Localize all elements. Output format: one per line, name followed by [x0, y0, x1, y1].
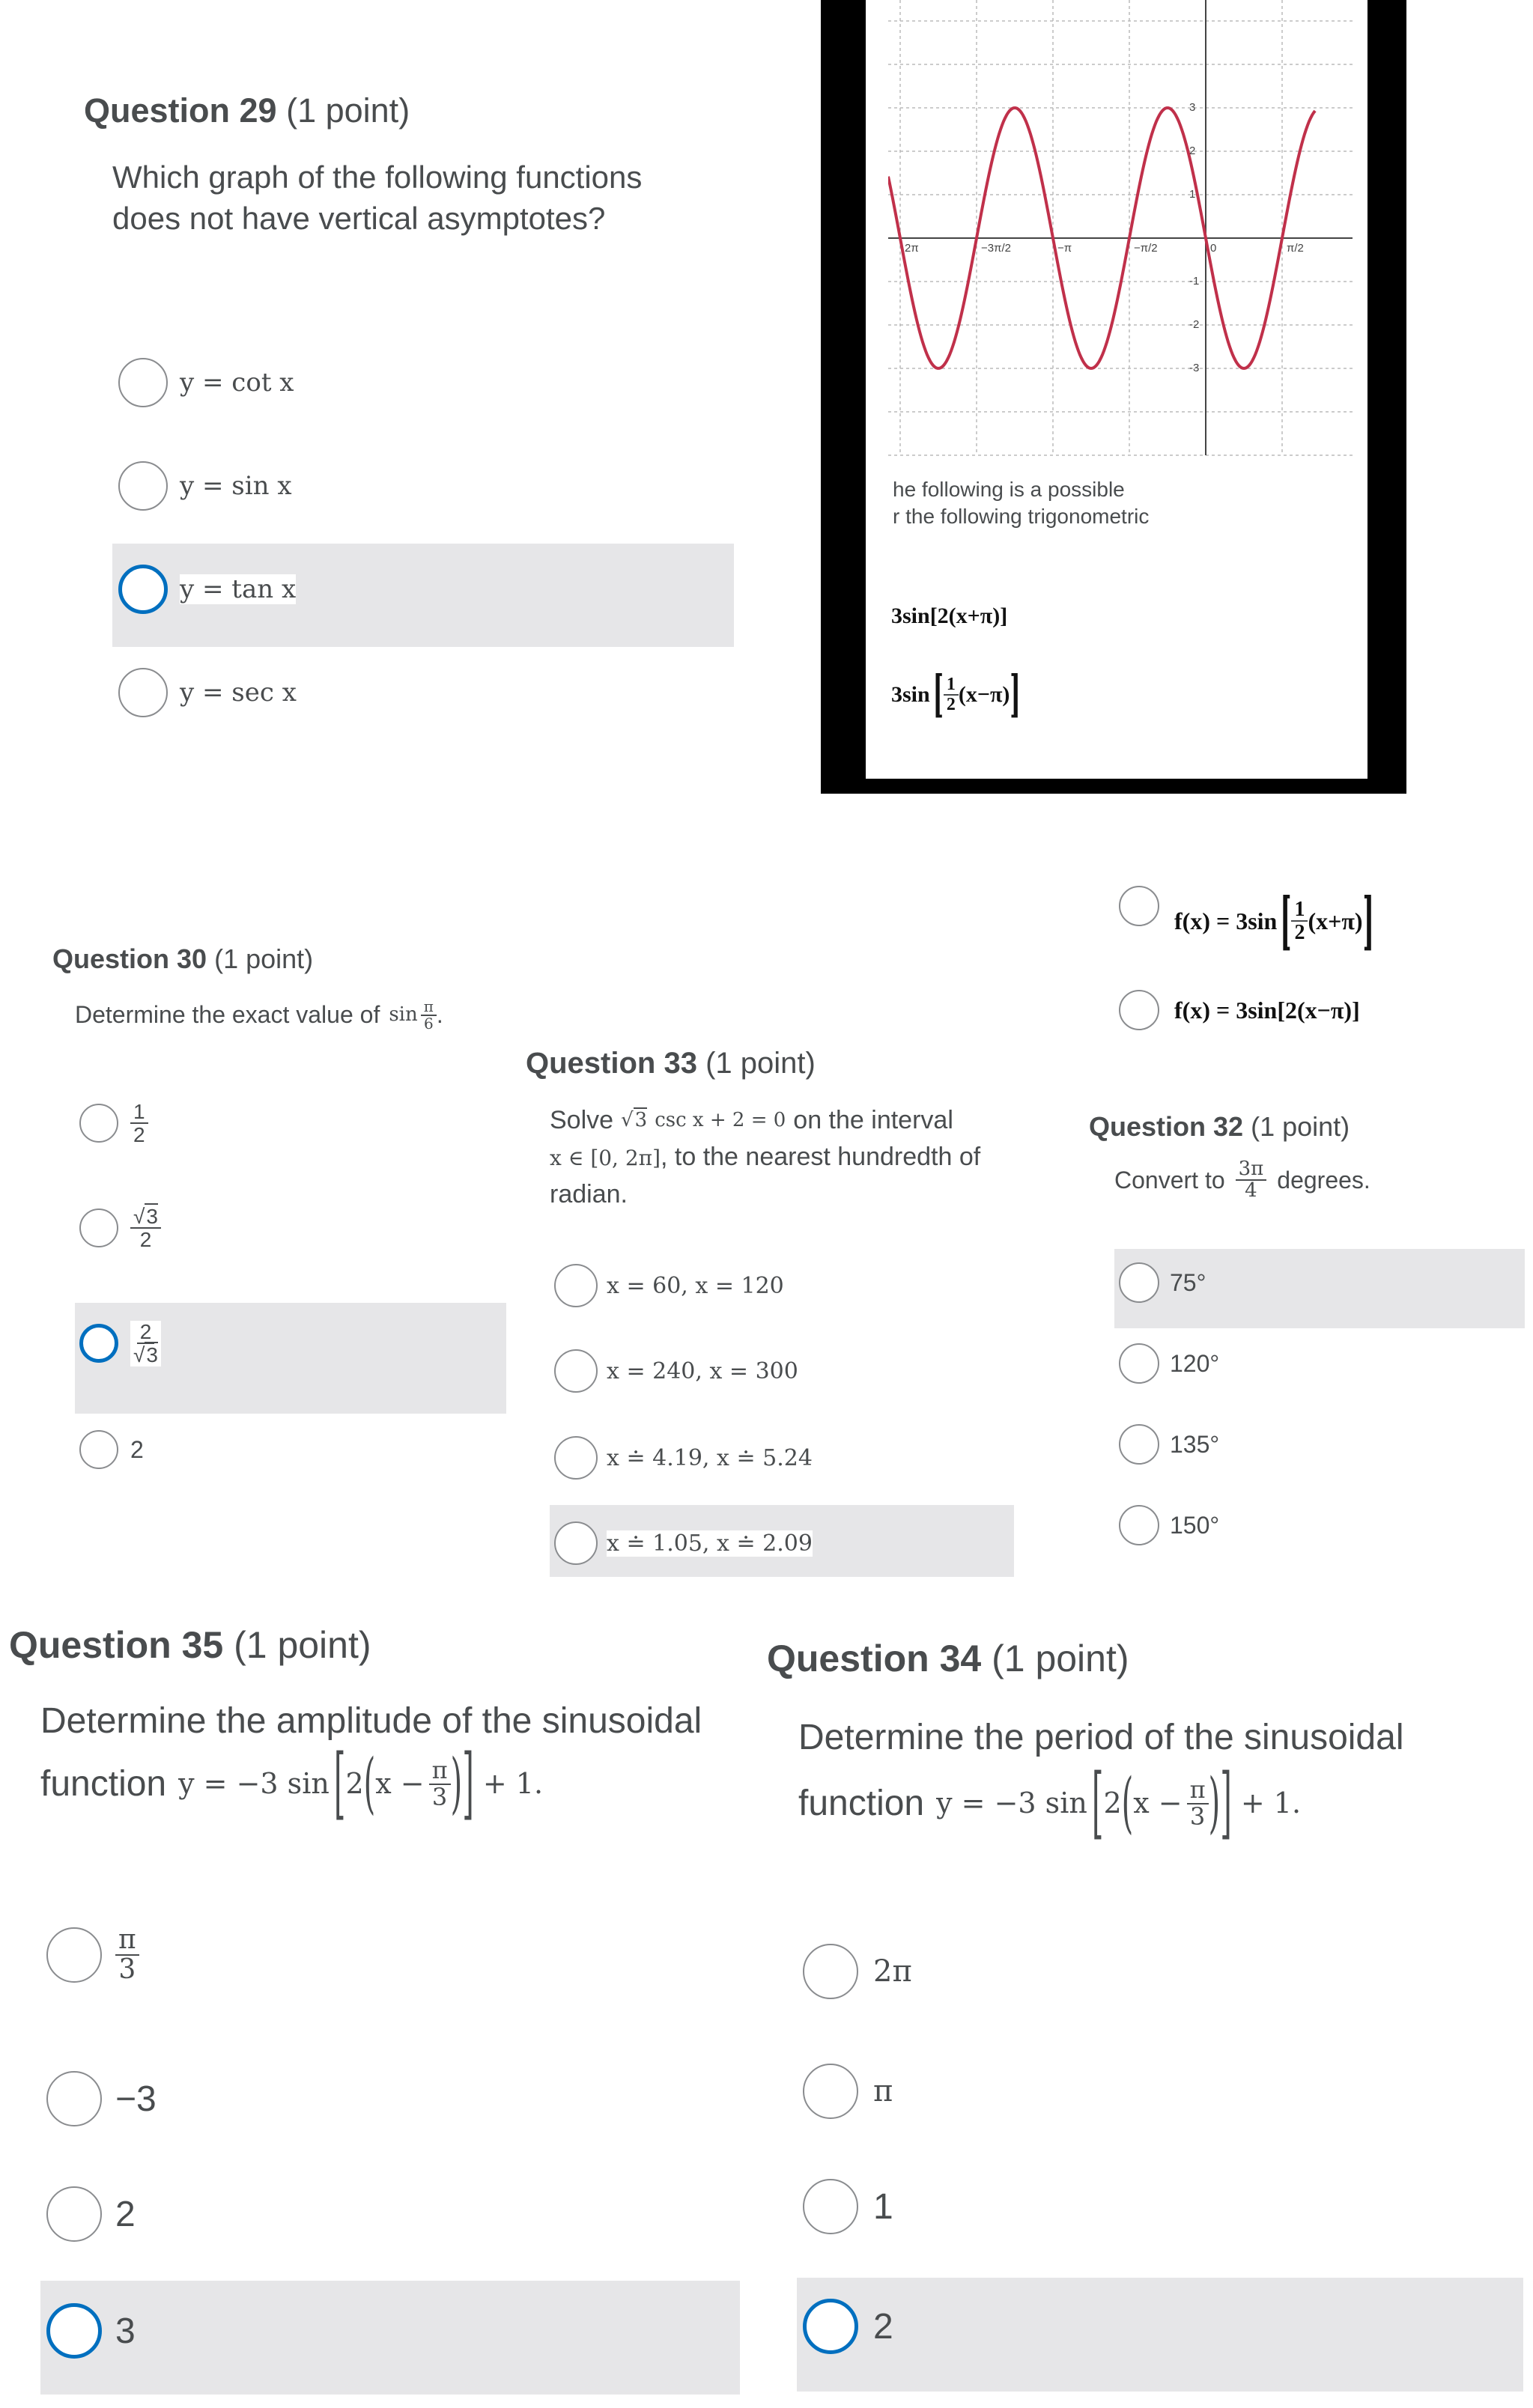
q30-option-1[interactable]: $\frac{1}{2}$	[79, 1101, 148, 1146]
radio-button[interactable]	[803, 2179, 858, 2234]
q33-option-4[interactable]: x ≐ 1.05, x ≐ 2.09	[554, 1521, 813, 1565]
q33-option-2[interactable]: x = 240, x = 300	[554, 1349, 798, 1393]
q34-option-4[interactable]: 2	[803, 2299, 893, 2354]
radio-button[interactable]	[1119, 886, 1159, 926]
q30-option-2[interactable]: $\frac{√3}{2}$	[79, 1205, 161, 1251]
x-tick-label: 2π	[905, 242, 919, 255]
x-tick-label: −3π/2	[981, 242, 1011, 255]
q31-option-4[interactable]: f(x) = 3sin[2(x−π)]	[1119, 990, 1360, 1030]
graph-card-option-a: 3sin[2(x+π)]	[891, 603, 1008, 628]
radio-button[interactable]	[554, 1521, 598, 1565]
q34-option-2[interactable]: π	[803, 2064, 893, 2119]
q35-option-3[interactable]: 2	[46, 2186, 136, 2242]
q30-title: Question 30 (1 point)	[52, 943, 314, 974]
radio-button[interactable]	[803, 1944, 858, 1999]
q34-title: Question 34 (1 point)	[767, 1638, 1129, 1679]
q34-prompt: Determine the period of the sinusoidal function y = −3 sin [ 2 ( x − $\frac{\pi}{3}$ ) ] + 1.	[798, 1718, 1404, 1849]
x-tick-labels	[905, 242, 1304, 255]
q30-option-4[interactable]: 2	[79, 1430, 144, 1469]
radio-button[interactable]	[1119, 1262, 1159, 1303]
q29-option-1[interactable]: y = cot x	[118, 358, 294, 407]
q29-option-4[interactable]: y = sec x	[118, 668, 297, 717]
q33-title: Question 33 (1 point)	[526, 1047, 816, 1080]
radio-button[interactable]	[803, 2064, 858, 2119]
y-tick-label: 1	[1189, 188, 1196, 201]
q29-title: Question 29 (1 point)	[84, 91, 410, 130]
q35-selected-highlight	[40, 2281, 740, 2395]
q29-prompt: Which graph of the following functions does not have vertical asymptotes?	[112, 159, 643, 236]
y-tick-label: -1	[1189, 275, 1200, 288]
radio-button[interactable]	[554, 1264, 598, 1307]
graph-card-option-b: 3sin [ $\frac{1}{2}$ (x−π) ]	[891, 666, 1021, 724]
q34-option-3[interactable]: 1	[803, 2179, 893, 2234]
y-tick-label: 2	[1189, 145, 1196, 157]
q35-title: Question 35 (1 point)	[9, 1624, 371, 1666]
radio-button[interactable]	[1119, 1343, 1159, 1384]
graph-card-prompt: he following is a possible r the following trigonometric	[893, 478, 1150, 529]
radio-button[interactable]	[46, 2186, 102, 2242]
q34-option-1[interactable]: 2π	[803, 1944, 912, 1999]
radio-button[interactable]	[1119, 1424, 1159, 1465]
q35-option-1[interactable]: $\frac{\pi}{3}$	[46, 1926, 139, 1984]
x-tick-label: π/2	[1287, 242, 1304, 255]
q32-option-1[interactable]: 75°	[1119, 1262, 1206, 1303]
radio-button[interactable]	[79, 1208, 118, 1247]
radio-button-selected[interactable]	[46, 2303, 102, 2359]
sinusoid-graph	[888, 0, 1353, 464]
q33-option-1[interactable]: x = 60, x = 120	[554, 1264, 784, 1307]
radio-button[interactable]	[1119, 1505, 1159, 1545]
q32-option-2[interactable]: 120°	[1119, 1343, 1219, 1384]
q32-title: Question 32 (1 point)	[1089, 1111, 1350, 1142]
radio-button-selected[interactable]	[118, 565, 168, 614]
q32-prompt: Convert to $\frac{3\pi}{4}$ degrees.	[1114, 1158, 1370, 1203]
radio-button[interactable]	[118, 461, 168, 511]
radio-button[interactable]	[1119, 990, 1159, 1030]
q33-prompt: Solve √3 csc x + 2 = 0 on the interval x ∈ [0, 2π], to the nearest hundredth of radian.	[550, 1106, 981, 1208]
x-tick-label: −π	[1057, 242, 1072, 255]
q35-option-4[interactable]: 3	[46, 2303, 136, 2359]
q35-option-2[interactable]: −3	[46, 2071, 157, 2126]
q33-option-3[interactable]: x ≐ 4.19, x ≐ 5.24	[554, 1436, 813, 1480]
q35-prompt: Determine the amplitude of the sinusoidal function y = −3 sin [ 2 ( x − $\frac{\pi}{3}$ ) ] + 1.	[40, 1701, 702, 1829]
radio-button[interactable]	[118, 668, 168, 717]
y-tick-label: -3	[1189, 362, 1200, 374]
y-tick-label: 3	[1189, 101, 1196, 114]
q29-option-2[interactable]: y = sin x	[118, 461, 292, 511]
x-tick-label: 0	[1210, 242, 1217, 255]
radio-button[interactable]	[46, 1927, 102, 1983]
q30-prompt: Determine the exact value of sin $\frac{\pi}{6}$ .	[75, 997, 443, 1033]
radio-button-selected[interactable]	[79, 1324, 118, 1363]
x-tick-label: −π/2	[1134, 242, 1158, 255]
q30-option-3[interactable]: $\frac{2}{√3}$	[79, 1321, 161, 1366]
radio-button-selected[interactable]	[803, 2299, 858, 2354]
radio-button[interactable]	[118, 358, 168, 407]
radio-button[interactable]	[554, 1349, 598, 1393]
q32-option-4[interactable]: 150°	[1119, 1505, 1219, 1545]
q31-option-3[interactable]: f(x) = 3sin [ $\frac{1}{2}$ (x+π) ]	[1119, 869, 1374, 944]
radio-button[interactable]	[46, 2071, 102, 2126]
q32-option-3[interactable]: 135°	[1119, 1424, 1219, 1465]
q29-option-3[interactable]: y = tan x	[118, 565, 296, 614]
y-tick-label: -2	[1189, 318, 1200, 331]
radio-button[interactable]	[79, 1104, 118, 1143]
q34-selected-highlight	[797, 2278, 1523, 2392]
radio-button[interactable]	[554, 1436, 598, 1480]
radio-button[interactable]	[79, 1430, 118, 1469]
